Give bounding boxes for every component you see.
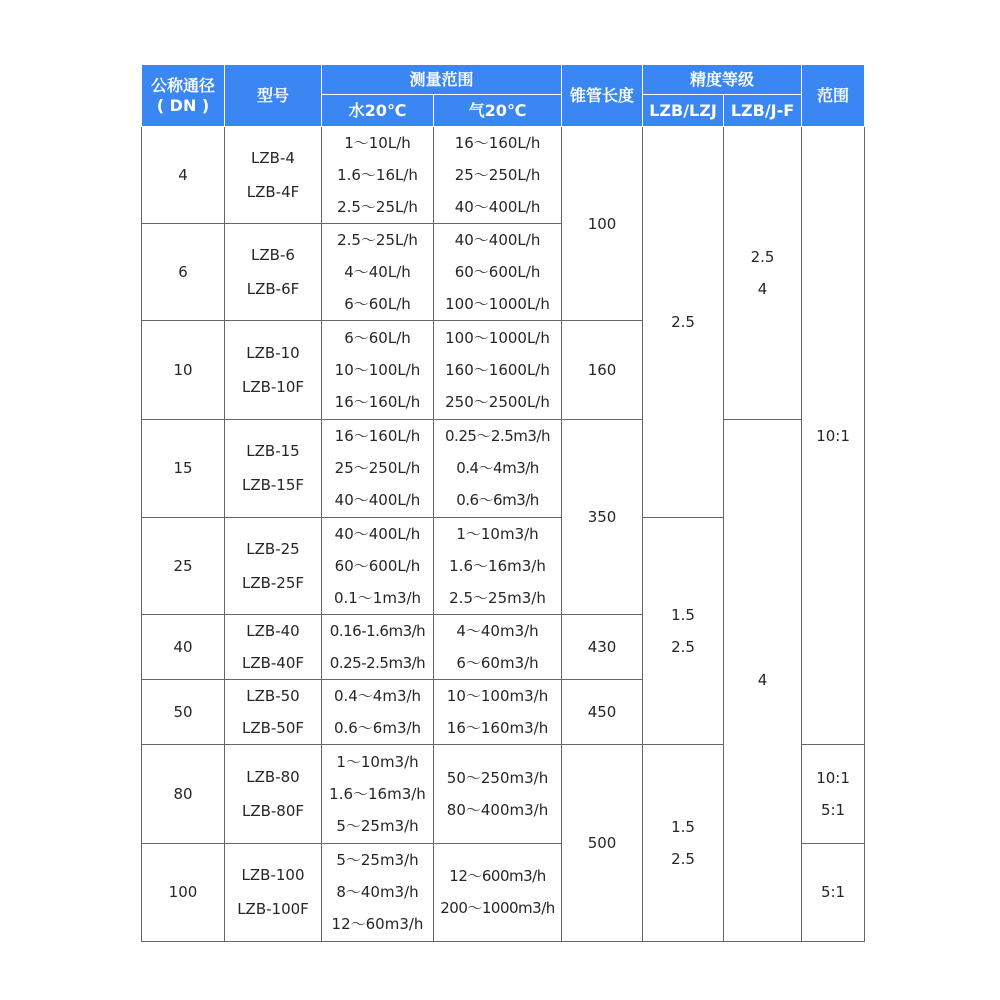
tube-length-cell: 450 [562,680,643,745]
gas-range-value: 60～600L/h [454,263,541,282]
water-range-cell [322,745,434,843]
ratio-cell [802,745,865,843]
water-range-value: 12～60m3/h [331,915,424,934]
water-range-value: 1.6～16m3/h [329,785,426,804]
accuracy-value: 2.5 [750,247,775,266]
water-range-value: 25～250L/h [334,459,421,478]
model-cell [225,419,322,517]
water-range-value: 0.25-2.5m3/h [329,654,426,673]
gas-range-value: 0.4～4m3/h [456,459,539,478]
model-value: LZB-6 [251,246,295,265]
gas-range-cell [434,419,562,517]
gas-range-value: 10～100m3/h [446,687,549,706]
dn-cell: 40 [142,615,225,680]
gas-range-value: 4～40m3/h [456,622,539,641]
gas-range-value: 40～400L/h [454,198,541,217]
tube-length-cell: 500 [562,745,643,942]
tube-length-cell: 350 [562,419,643,614]
water-range-value: 8～40m3/h [336,883,419,902]
model-value: LZB-6F [246,280,300,299]
accuracy-lzb-j-f-cell [724,127,802,420]
gas-range-cell [434,843,562,941]
water-range-cell [322,615,434,680]
tube-length-cell: 100 [562,127,643,321]
gas-range-value: 12～600m3/h [449,867,546,886]
accuracy-value: 4 [757,279,768,298]
model-value: LZB-80 [246,768,300,787]
ratio-value: 5:1 [820,801,846,820]
gas-range-value: 50～250m3/h [446,769,549,788]
accuracy-lzb-lzj-cell: 2.5 [643,127,724,518]
gas-range-value: 1.6～16m3/h [449,557,546,576]
accuracy-value: 2.5 [671,638,695,657]
header-ratio: 范围 [802,65,865,127]
water-range-value: 1～10m3/h [336,753,419,772]
water-range-value: 16～160L/h [334,393,421,412]
header-dn-line1: 公称通径 [150,76,215,96]
accuracy-lzb-lzj-cell [643,745,724,942]
tube-length-cell: 430 [562,615,643,680]
model-cell [225,843,322,941]
header-gas: 气20℃ [434,95,562,127]
water-range-cell [322,224,434,321]
accuracy-value: 1.5 [671,606,695,625]
flowmeter-spec-table [141,64,865,942]
gas-range-value: 1～10m3/h [456,525,539,544]
water-range-value: 4～40L/h [344,263,411,282]
model-value: LZB-25 [246,540,300,559]
gas-range-value: 6～60m3/h [456,654,539,673]
header-accuracy-lzb-lzj: LZB/LZJ [643,95,724,127]
model-value: LZB-80F [241,802,305,821]
ratio-cell: 5:1 [802,843,865,941]
dn-cell: 10 [142,321,225,419]
model-cell [225,321,322,419]
model-cell [225,745,322,843]
gas-range-value: 40～400L/h [454,231,541,250]
water-range-cell [322,843,434,941]
gas-range-cell [434,224,562,321]
gas-range-value: 80～400m3/h [446,801,549,820]
model-value: LZB-40F [241,654,305,673]
water-range-value: 10～100L/h [334,361,421,380]
header-dn-line2: ( DN ) [156,95,210,115]
model-value: LZB-100 [241,866,305,885]
water-range-value: 60～600L/h [334,557,421,576]
gas-range-cell [434,127,562,224]
gas-range-value: 160～1600L/h [445,361,550,380]
header-dn [142,65,225,127]
gas-range-value: 16～160m3/h [446,719,549,738]
gas-range-value: 100～1000L/h [445,329,550,348]
water-range-value: 0.6～6m3/h [333,719,422,738]
gas-range-cell [434,745,562,843]
model-value: LZB-50F [241,719,305,738]
water-range-value: 6～60L/h [344,329,411,348]
water-range-value: 1～10L/h [344,134,411,153]
model-value: LZB-100F [237,900,309,919]
header-range: 测量范围 [322,65,562,95]
water-range-value: 1.6～16L/h [337,166,418,185]
water-range-value: 5～25m3/h [336,817,419,836]
model-value: LZB-10F [241,378,305,397]
ratio-value: 10:1 [816,769,850,788]
water-range-value: 2.5～25L/h [337,198,418,217]
model-value: LZB-4 [251,149,295,168]
gas-range-value: 0.25～2.5m3/h [445,427,550,446]
water-range-cell [322,517,434,614]
dn-cell: 50 [142,680,225,745]
gas-range-cell [434,321,562,419]
tube-length-cell: 160 [562,321,643,419]
gas-range-value: 250～2500L/h [445,393,550,412]
dn-cell: 100 [142,843,225,941]
model-value: LZB-10 [246,344,300,363]
dn-cell: 15 [142,419,225,517]
dn-cell: 80 [142,745,225,843]
accuracy-value: 2.5 [671,850,695,869]
model-value: LZB-25F [241,574,305,593]
header-accuracy-lzb-j-f: LZB/J-F [724,95,802,127]
gas-range-value: 0.6～6m3/h [456,491,539,510]
water-range-value: 0.16-1.6m3/h [329,622,426,641]
water-range-cell [322,419,434,517]
gas-range-cell [434,615,562,680]
water-range-value: 40～400L/h [334,525,421,544]
water-range-value: 5～25m3/h [336,851,419,870]
dn-cell: 4 [142,127,225,224]
model-cell [225,615,322,680]
gas-range-cell [434,517,562,614]
water-range-value: 40～400L/h [334,491,421,510]
model-cell [225,127,322,224]
gas-range-value: 200～1000m3/h [440,899,555,918]
gas-range-value: 100～1000L/h [445,295,550,314]
water-range-value: 0.1～1m3/h [333,589,422,608]
gas-range-value: 25～250L/h [454,166,541,185]
accuracy-lzb-lzj-cell [643,517,724,745]
header-accuracy: 精度等级 [643,65,802,95]
model-cell [225,680,322,745]
model-value: LZB-15 [246,442,300,461]
gas-range-cell [434,680,562,745]
water-range-cell [322,321,434,419]
water-range-value: 2.5～25L/h [337,231,418,250]
accuracy-value: 1.5 [671,818,695,837]
header-water: 水20℃ [322,95,434,127]
header-model: 型号 [225,65,322,127]
water-range-value: 16～160L/h [334,427,421,446]
gas-range-value: 2.5～25m3/h [449,589,546,608]
water-range-value: 6～60L/h [344,295,411,314]
model-value: LZB-40 [246,622,300,641]
water-range-value: 0.4～4m3/h [333,687,422,706]
accuracy-lzb-j-f-cell: 4 [724,419,802,941]
header-tube-length: 锥管长度 [562,65,643,127]
ratio-cell: 10:1 [802,127,865,745]
water-range-cell [322,127,434,224]
model-cell [225,517,322,614]
water-range-cell [322,680,434,745]
model-value: LZB-15F [241,476,305,495]
model-value: LZB-4F [246,183,300,202]
model-value: LZB-50 [246,687,300,706]
dn-cell: 6 [142,224,225,321]
gas-range-value: 16～160L/h [454,134,541,153]
dn-cell: 25 [142,517,225,614]
model-cell [225,224,322,321]
